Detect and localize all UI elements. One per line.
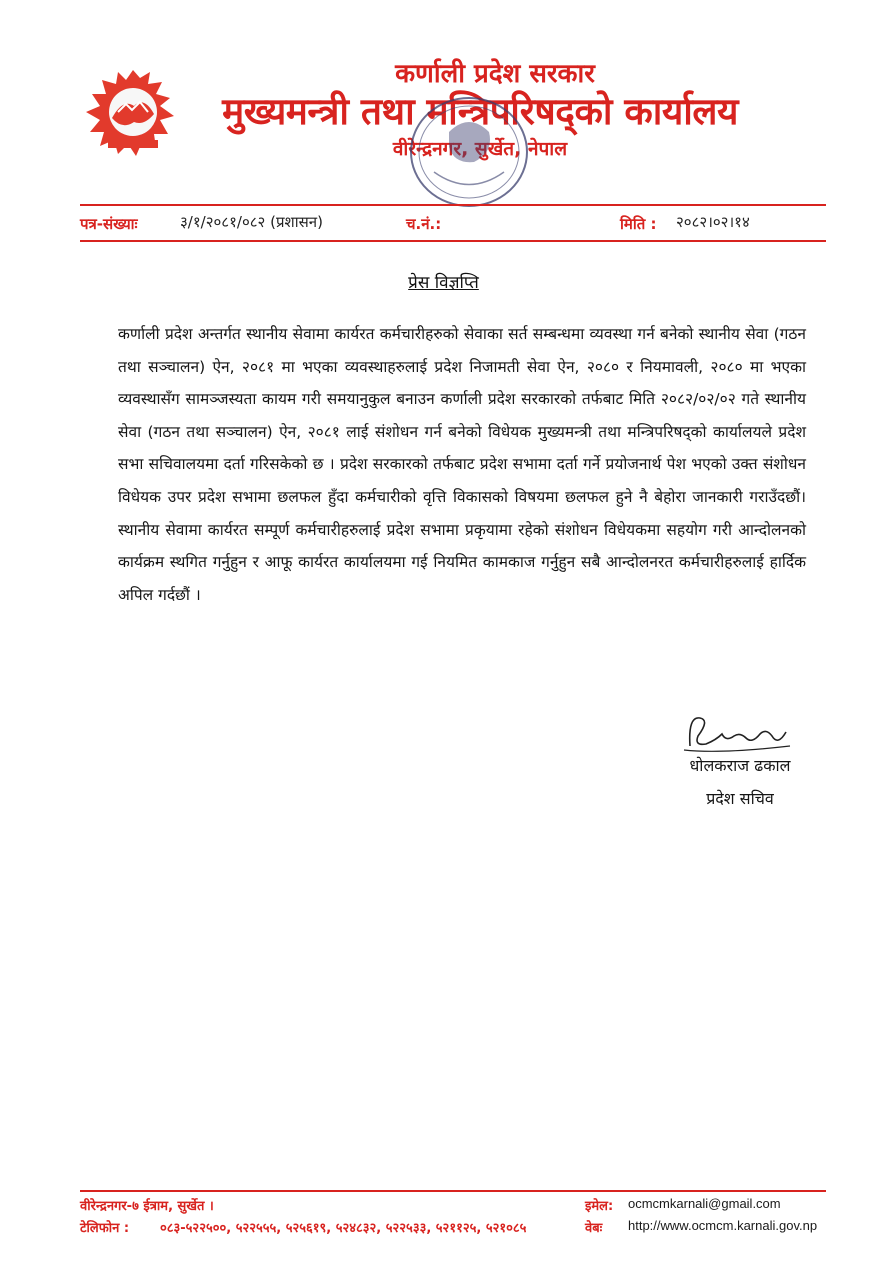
chalani-label: च.नं.: bbox=[406, 215, 442, 233]
footer-address: वीरेन्द्रनगर-७ ईत्राम, सुर्खेत । bbox=[80, 1199, 214, 1214]
footer-email-label: इमेल: bbox=[585, 1199, 614, 1214]
official-stamp-icon bbox=[404, 92, 534, 212]
karnali-province-emblem-icon bbox=[78, 62, 188, 162]
patra-sankhya-value: ३/१/२०८१/०८२ (प्रशासन) bbox=[180, 213, 323, 231]
footer-phone-label: टेलिफोन : bbox=[80, 1221, 130, 1236]
footer-email-link[interactable]: ocmcmkarnali@gmail.com bbox=[628, 1196, 781, 1211]
footer-web-label: वेबः bbox=[585, 1221, 603, 1236]
office-name: मुख्यमन्त्री तथा मन्त्रिपरिषद्को कार्यालय bbox=[222, 90, 738, 133]
press-release-body: कर्णाली प्रदेश अन्तर्गत स्थानीय सेवामा कार्यरत कर्मचारीहरुको सेवाका सर्त सम्बन्धमा व्यवस्था गर्न बनेको स्थानीय सेवा (गठन तथा सञ्चालन) ऐन, २०८१ मा भएका व्यवस्थाहरुलाई प्रदेश निजामती सेवा ऐन, २०८० र नियमावली, २०८० मा भएका व्यवस्थासँग सामञ्जस्यता कायम गरी समयानुकुल बनाउन कर्णाली प्रदेश सरकारको तर्फबाट मिति २०८२/०२/०२ गते स्थानीय सेवा (गठन तथा सञ्चालन) ऐन, २०८१ लाई संशोधन गर्न बनेको विधेयक मुख्यमन्त्री तथा मन्त्रिपरिषद्को कार्यालयले प्रदेश सभा सचिवालयमा दर्ता गरिसकेको छ । प्रदेश सरकारको तर्फबाट प्रदेश सभामा दर्ता गर्ने प्रयोजनार्थ पेश भएको उक्त संशोधन विधेयक उपर प्रदेश सभामा छलफल हुँदा कर्मचारीको वृत्ति विकासको विषयमा छलफल हुने नै बेहोरा जानकारी गराउँदछौं। स्थानीय सेवामा कार्यरत सम्पूर्ण कर्मचारीहरुलाई प्रदेश सभामा प्रकृयामा रहेको संशोधन विधेयकमा सहयोग गरी आन्दोलनको कार्यक्रम स्थगित गर्नुहुन र आफू कार्यरत कार्यालयमा गई नियमित कामकाज गर्नुहुन सबै आन्दोलनरत कर्मचारीहरुलाई हार्दिक अपिल गर्दछौं । bbox=[118, 325, 806, 604]
footer-rule bbox=[80, 1190, 826, 1192]
header-top-rule bbox=[80, 204, 826, 206]
footer-phone: ०८३-५२२५००, ५२२५५५, ५२५६१९, ५२४८३२, ५२२५३३, ५२११२५, ५२१०८५ bbox=[160, 1221, 527, 1236]
signatory-title: प्रदेश सचिव bbox=[706, 789, 774, 808]
office-address: वीरेन्द्रनगर, सुर्खेत, नेपाल bbox=[392, 138, 568, 160]
patra-sankhya-label: पत्र-संख्याः bbox=[80, 215, 138, 233]
date-value: २०८२।०२।१४ bbox=[676, 213, 750, 231]
date-label: मिति : bbox=[620, 215, 657, 233]
footer-website-link[interactable]: http://www.ocmcm.karnali.gov.np bbox=[628, 1218, 818, 1233]
letter-footer bbox=[80, 1196, 830, 1246]
signatory-name: धोलकराज ढकाल bbox=[689, 756, 791, 775]
government-name: कर्णाली प्रदेश सरकार bbox=[395, 59, 595, 89]
document-title: प्रेस विज्ञप्ति bbox=[408, 273, 479, 293]
reference-row bbox=[80, 212, 826, 238]
header-bottom-rule bbox=[80, 240, 826, 242]
